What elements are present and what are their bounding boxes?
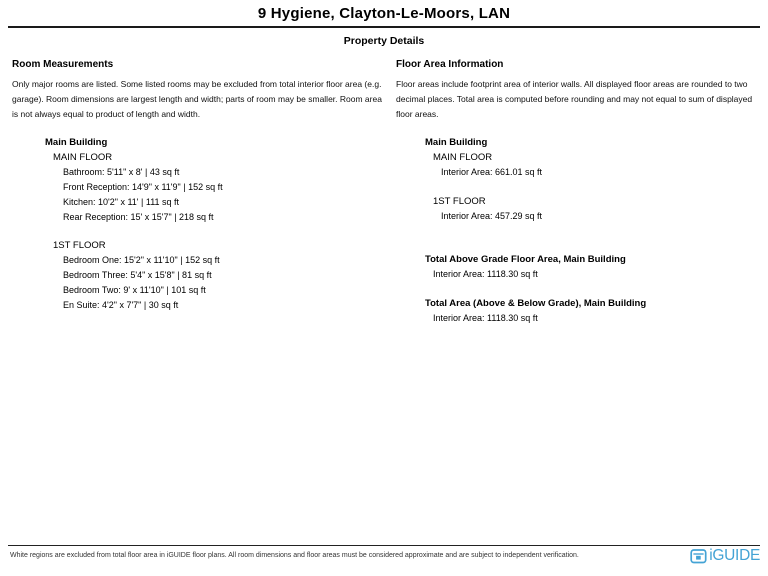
floor-area-description: Floor areas include footprint area of interior walls. All displayed floor areas are rounded to two decimal places. Total area is computed before rounding and may not equal to sum of displayed floor areas. xyxy=(396,79,753,119)
floor-area-block-1st-floor xyxy=(425,194,760,224)
total-heading: Total Above Grade Floor Area, Main Building xyxy=(425,254,626,265)
total-above-grade-block xyxy=(425,252,760,282)
floor-name: MAIN FLOOR xyxy=(433,152,493,163)
room-measurement-line: En Suite: 4'2" x 7'7" | 30 sq ft xyxy=(63,300,179,310)
floor-block-main-floor xyxy=(45,150,396,225)
building-name: Main Building xyxy=(425,137,488,148)
floor-area-heading: Floor Area Information xyxy=(396,59,504,70)
room-measurements-heading: Room Measurements xyxy=(12,59,114,70)
iguide-logo-text: iGUIDE xyxy=(709,547,760,565)
iguide-logo-icon xyxy=(690,548,707,564)
total-area-block xyxy=(425,296,760,326)
floor-area-building xyxy=(425,135,760,224)
page-subtitle: Property Details xyxy=(343,35,425,47)
floor-area-block-main-floor xyxy=(425,150,760,180)
floor-block-1st-floor xyxy=(45,238,396,313)
building-name: Main Building xyxy=(45,137,108,148)
header-divider xyxy=(8,26,760,28)
iguide-logo xyxy=(690,548,760,564)
floor-name: 1ST FLOOR xyxy=(53,240,106,251)
room-measurements-section xyxy=(12,57,396,326)
total-heading: Total Area (Above & Below Grade), Main Building xyxy=(425,298,647,309)
interior-area-line: Interior Area: 1118.30 sq ft xyxy=(433,313,538,323)
floor-name: 1ST FLOOR xyxy=(433,196,486,207)
room-measurement-line: Bathroom: 5'11" x 8' | 43 sq ft xyxy=(63,167,180,177)
room-measurement-line: Front Reception: 14'9" x 11'9" | 152 sq ft xyxy=(63,182,223,192)
interior-area-line: Interior Area: 457.29 sq ft xyxy=(441,211,543,221)
interior-area-line: Interior Area: 1118.30 sq ft xyxy=(433,269,538,279)
room-measurements-building xyxy=(45,135,396,313)
room-measurement-line: Rear Reception: 15' x 15'7" | 218 sq ft xyxy=(63,212,214,222)
room-measurement-line: Kitchen: 10'2" x 11' | 111 sq ft xyxy=(63,197,180,207)
content-columns xyxy=(12,57,760,326)
room-measurements-description: Only major rooms are listed. Some listed rooms may be excluded from total interior floor area (e.g. garage). Room dimensions are largest length and width; parts of room may be smaller. Room area is not always equal to product of length and width. xyxy=(12,79,382,119)
footer-divider xyxy=(8,545,760,546)
floor-name: MAIN FLOOR xyxy=(53,152,113,163)
page-title: 9 Hygiene, Clayton-Le-Moors, LAN xyxy=(257,5,511,22)
room-measurement-line: Bedroom Three: 5'4" x 15'8" | 81 sq ft xyxy=(63,270,212,280)
footer-disclaimer: White regions are excluded from total floor area in iGUIDE floor plans. All room dimensions and floor areas must be considered approximate and are subject to independent verification. xyxy=(10,552,579,559)
room-measurement-line: Bedroom Two: 9' x 11'10" | 101 sq ft xyxy=(63,285,206,295)
room-measurement-line: Bedroom One: 15'2" x 11'10" | 152 sq ft xyxy=(63,255,220,265)
interior-area-line: Interior Area: 661.01 sq ft xyxy=(441,167,543,177)
floor-area-section xyxy=(396,57,760,326)
